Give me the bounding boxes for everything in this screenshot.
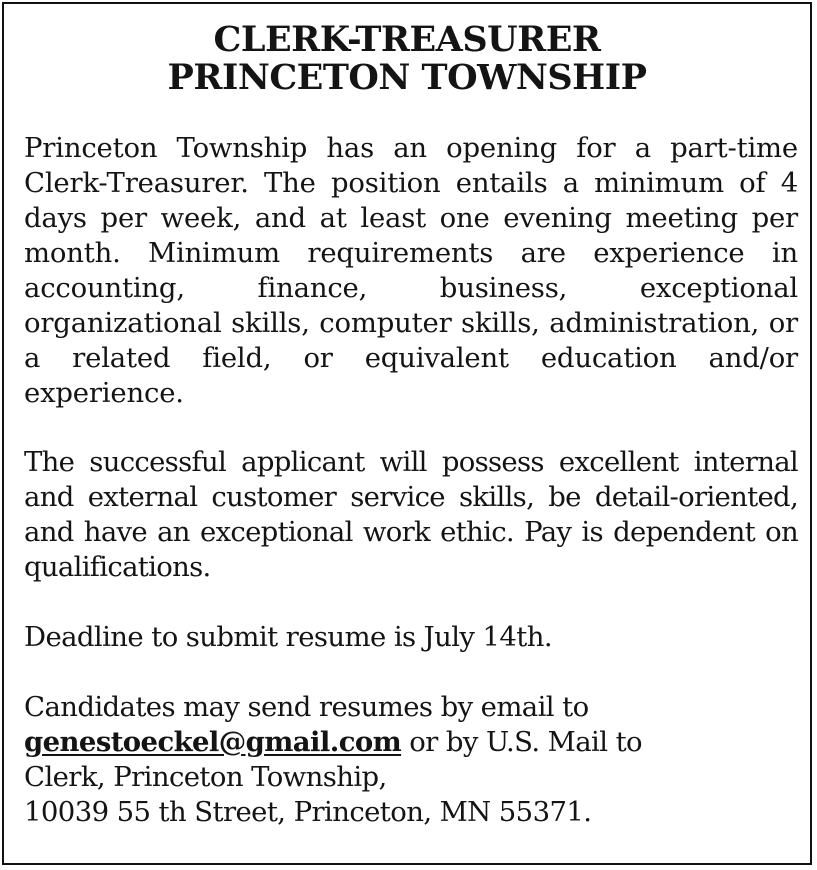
notice-title: CLERK-TREASURER [213,19,601,60]
description-paragraph: Princeton Township has an opening for a part-time Clerk-Treasurer. The position entails a minimum of 4 days per week, and at least one evening meeting per month. Minimum requirements are experience in accounting, finance, business, exceptional organizational skills, computer skills, administration, or a related field, or equivalent education and/or experience. [24,132,798,409]
notice-heading [4,21,810,97]
contact-block [24,690,798,830]
qualifications-paragraph: The successful applicant will possess excellent internal and external customer service skills, be detail-oriented, and have an exceptional work ethic. Pay is dependent on qualifications. [24,446,798,583]
email-link[interactable]: genestoeckel@gmail.com [24,726,402,758]
notice-subtitle: PRINCETON TOWNSHIP [167,57,647,98]
deadline-text: Deadline to submit resume is July 14th. [24,621,552,653]
mailing-recipient: Clerk, Princeton Township, [24,761,387,793]
mail-option-text: or by U.S. Mail to [401,726,642,758]
mailing-address: 10039 55 th Street, Princeton, MN 55371. [24,796,592,828]
contact-email-line [24,725,798,760]
job-notice [2,2,812,865]
contact-intro: Candidates may send resumes by email to [24,691,589,723]
